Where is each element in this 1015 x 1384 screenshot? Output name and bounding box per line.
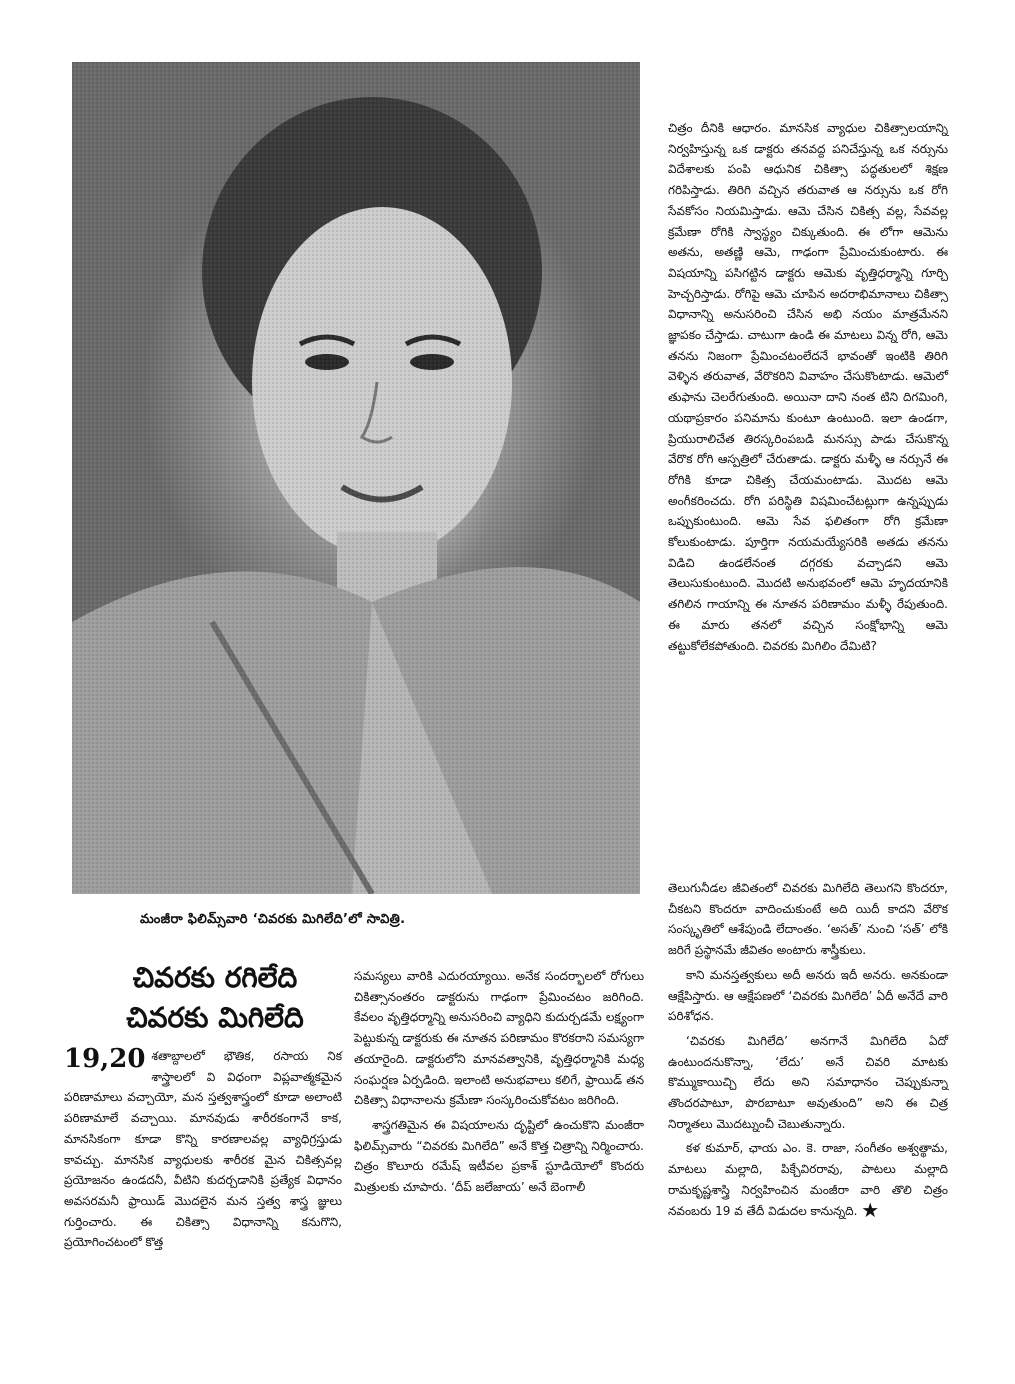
column-right-paragraph-3: కాని మనస్తత్వకులు అదీ అనరు ఇదీ అనరు. అనకుండా ఆక్షేపిస్తారు. ఆ ఆక్షేపణలో ‘చివరకు మిగిలేది’ ఏదీ అనేదే వారి పరిశోధన. <box>668 967 948 1024</box>
column-middle-paragraph-1: సమస్యలు వారికి ఎదురయ్యాయి. అనేక సందర్భాలలో రోగులు చికిత్సానంతరం డాక్టరును గాఢంగా ప్రేమించటం జరిగింది. కేవలం వృత్తిధర్మాన్ని అనుసరించి వ్యాధిని కుదుర్చడమే లక్ష్యంగా పెట్టుకున్న డాక్టరుకు ఈ నూతన పరిణామం కొరకరాని సమస్యగా తయారైంది. డాక్టరులోని మానవత్వానికి, వృత్తిధర్మానికి మధ్య సంఘర్షణ ఏర్పడింది. ఇలాంటి అనుభవాలు కలిగే, ఫ్రాయిడ్ తన చికిత్సా విధానాలను క్రమేణా సంస్కరించుకోవటం జరిగింది. <box>354 969 644 1108</box>
photo-caption: మంజీరా ఫిలిమ్స్‌వారి ‘చివరకు మిగిలేది’లో సావిత్రి. <box>140 912 406 927</box>
column-right-top <box>668 118 948 660</box>
article-headline <box>80 960 350 1036</box>
credits-text: కళ కుమార్, ఛాయ ఎం. కె. రాజా, సంగీతం అశ్వత్థామ, మాటలు మల్లాది, పిక్చేవిరరావు, పాటలు మల్లాది రామకృష్ణశాస్త్రి నిర్వహించిన మంజీరా వారి తొలి చిత్రం నవంబరు 19 వ తేదీ విడుదల కానున్నది. <box>668 1141 948 1218</box>
column-right-paragraph-5 <box>668 1138 948 1221</box>
column-middle <box>354 966 644 1202</box>
column-left <box>64 1046 342 1257</box>
end-star-icon: ★ <box>861 1197 880 1222</box>
headline-line-2: చివరకు మిగిలేది <box>126 1001 304 1034</box>
column-right-paragraph-1: చిత్రం దీనికి ఆధారం. మానసిక వ్యాధుల చికిత్సాలయాన్ని నిర్వహిస్తున్న ఒక డాక్టరు తనవద్ద పనిచేస్తున్న ఒక నర్సును విదేశాలకు పంపి ఆధునిక చికిత్సా పద్ధతులలో శిక్షణ గరిపిస్తాడు. తిరిగి వచ్చిన తరువాత ఆ నర్సును ఒక రోగి సేవకోసం నియమిస్తాడు. ఆమె చేసిన చికిత్స వల్ల, సేవవల్ల క్రమేణా రోగికి స్వాస్థ్యం చిక్కుతుంది. ఈ లోగా ఆమెను అతను, అతణ్ణి ఆమె, గాఢంగా ప్రేమించుకుంటారు. ఈ విషయాన్ని పసిగట్టిన డాక్టరు ఆమెకు వృత్తిధర్మాన్ని గూర్చి హెచ్చరిస్తాడు. రోగిపై ఆమె చూపిన అదరాభిమానాలు చికిత్సా విధానాన్ని అనుసరించి చేసిన అభి నయం మాత్రమేనని జ్ఞాపకం చేస్తాడు. చాటుగా ఉండి ఈ మాటలు విన్న రోగి, ఆమె తనను నిజంగా ప్రేమించటంలేదనే భావంతో ఇంటికి తిరిగి వెళ్ళిన తరువాత, వేరొకరిని వివాహం చేసుకొంటాడు. ఆమెలో తుఫాను చెలరేగుతుంది. అయినా దాని నంత టిని దిగమింగి, యథాప్రకారం పనిమాను కుంటూ ఉంటుంది. ఇలా ఉండగా, ప్రియురాలిచేత తిరస్కరింపబడి మనస్సు పాడు చేసుకొన్న వేరొక రోగి ఆస్పత్రిలో చేరుతాడు. డాక్టరు మళ్ళీ ఆ నర్సునే ఈ రోగికి కూడా చికిత్స చేయమంటాడు. మొదట ఆమె అంగీకరించదు. రోగి పరిస్థితి విషమించేటట్లుగా ఉన్నప్పుడు ఒప్పుకుంటుంది. ఆమె సేవ ఫలితంగా రోగి క్రమేణా కోలుకుంటాడు. పూర్తిగా నయమయ్యేసరికి అతడు తనను విడిచి ఉండలేనంత దగ్గరకు వచ్చాడని ఆమె తెలుసుకుంటుంది. మొదటి అనుభవంలో ఆమె హృదయానికి తగిలిన గాయాన్ని ఈ నూతన పరిణామం మళ్ళీ రేపుతుంది. ఈ మారు తనలో వచ్చిన సంక్షోభాన్ని ఆమె తట్టుకోలేకపోతుంది. చివరకు మిగిలిం దేమిటి? <box>668 121 948 653</box>
column-right-paragraph-2: తెలుగునీడల జీవితంలో చివరకు మిగిలేది తెలుగని కొందరూ, చీకటని కొందరూ వాదించుకుంటే అది యిదీ కాదని వేరొక సంస్కృతిలో ఆశేపుండి లేదాంతం. ‘అసత్’ నుంచి ‘సత్’ లోకి జరిగే ప్రస్థానమే జీవితం అంటారు శాస్త్రీకులు. <box>668 881 948 958</box>
column-left-paragraph: శతాబ్దాలలో భౌతిక, రసాయ నిక శాస్త్రాలలో వి విధంగా విప్లవాత్మకమైన పరిణామాలు వచ్చాయో, మన స్తత్వశాస్త్రంలో కూడా అలాంటి పరిణామాలే వచ్చాయి. మానవుడు శారీరకంగానే కాక, మానసికంగా కూడా కొన్ని కారణాలవల్ల వ్యాధిగ్రస్తుడు కావచ్చు. మానసిక వ్యాధులకు శారీరక మైన చికిత్సవల్ల ప్రయోజనం ఉండదనీ, వీటిని కుదర్చడానికి ప్రత్యేక విధానం అవసరమనీ ఫ్రాయిడ్ మొదలైన మన స్తత్వ శాస్త్ర జ్ఞులు గుర్తించారు. ఈ చికిత్సా విధానాన్ని కనుగొని, ప్రయోగించటంలో కొత్త <box>64 1049 342 1250</box>
column-right-bottom <box>668 878 948 1225</box>
portrait-illustration <box>72 62 640 894</box>
column-right-paragraph-4: ‘చివరకు మిగిలేది’ అనగానే మిగిలేది ఏదో ఉంటుందనుకొన్నా, ‘లేదు’ అనే చివరి మాటకు కొమ్ముకాయిచ్చి లేదు అని సమాధానం చెప్పుకున్నా తొందరపాటూ, పొరబాటూ అవుతుంది” అని ఈ చిత్ర నిర్మాతలు మొదట్నుంచీ చెబుతున్నారు. <box>668 1033 948 1131</box>
column-middle-paragraph-2: శాస్త్రగతిమైన ఈ విషయాలను దృష్టిలో ఉంచుకొని మంజీరా ఫిలిమ్స్‌వారు “చివరకు మిగిలేది” అనే కొత్త చిత్రాన్ని నిర్మించారు. చిత్రం కొలూరు రమేష్ ఇటీవల ప్రకాశ్ స్టూడియోలో కొందరు మిత్రులకు చూపారు. ‘దీప్ జలేజాయ’ అనే బెంగాలీ <box>354 1117 644 1195</box>
portrait-photo <box>72 62 640 894</box>
headline-line-1: చివరకు రగిలేది <box>132 961 298 994</box>
drop-number: 19,20 <box>64 1044 146 1074</box>
